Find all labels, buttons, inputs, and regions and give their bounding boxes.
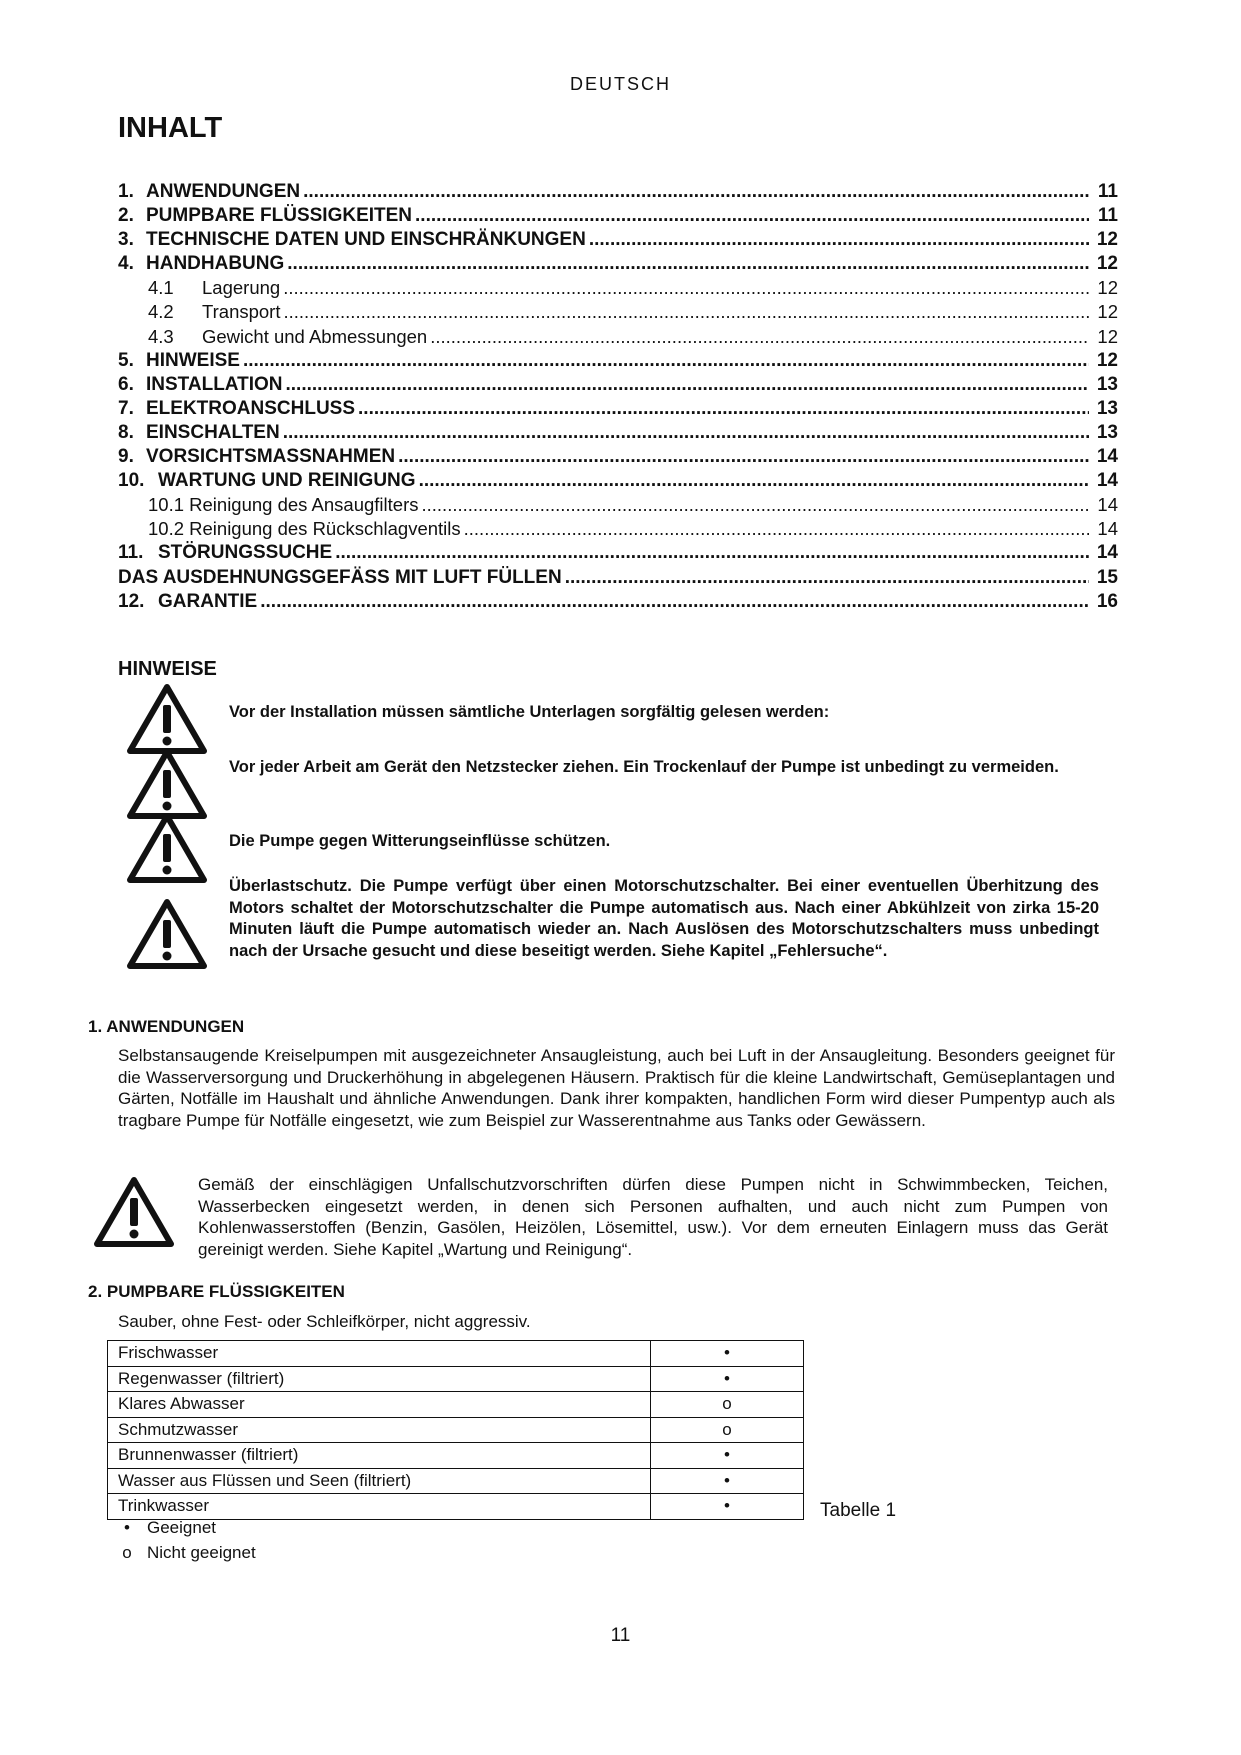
toc-entry[interactable]: 5. HINWEISE ..... 12 xyxy=(118,349,1118,373)
table-caption: Tabelle 1 xyxy=(820,1500,897,1521)
liquid-cell: Regenwasser (filtriert) xyxy=(108,1366,651,1392)
toc-subentry[interactable]: 4.2 Transport ..... 12 xyxy=(118,300,1118,324)
toc-entry-page: 12 xyxy=(1097,325,1118,347)
toc-entry-page: 11 xyxy=(1097,181,1118,202)
toc-entry-page: 14 xyxy=(1096,446,1118,468)
toc-entry-page: 14 xyxy=(1097,518,1118,540)
toc-entry[interactable]: 10. WARTUNG UND REINIGUNG ..... 14 xyxy=(118,469,1118,493)
toc-subentry[interactable] xyxy=(118,517,1118,541)
table-row xyxy=(108,1494,804,1520)
toc-entry-label: GARANTIE xyxy=(158,590,258,612)
suitability-cell: o xyxy=(651,1392,804,1418)
toc-entry[interactable]: 2. PUMPBARE FLÜSSIGKEITEN ..... 11 xyxy=(118,204,1118,228)
table-row xyxy=(108,1417,804,1443)
suitability-cell: • xyxy=(651,1468,804,1494)
toc-entry-label: Transport xyxy=(202,301,281,323)
toc-entry-label: HANDHABUNG xyxy=(146,253,285,275)
suitability-cell: • xyxy=(651,1366,804,1392)
toc-entry-page: 13 xyxy=(1096,397,1118,419)
table-row xyxy=(108,1366,804,1392)
toc-entry-label: ANWENDUNGEN xyxy=(146,181,301,202)
liquids-table xyxy=(107,1340,804,1520)
warning-triangle-icon xyxy=(93,1176,175,1248)
suitability-cell: • xyxy=(651,1341,804,1367)
toc-entry[interactable]: 9. VORSICHTSMASSNAHMEN ..... 14 xyxy=(118,445,1118,469)
warning-text: Die Pumpe gegen Witterungseinflüsse schützen. xyxy=(229,832,611,850)
legend-symbol: • xyxy=(124,1518,130,1537)
toc-entry-page: 14 xyxy=(1097,494,1118,516)
legend-label: Geeignet xyxy=(147,1518,216,1537)
toc-entry-label: PUMPBARE FLÜSSIGKEITEN xyxy=(146,205,413,227)
liquid-cell: Trinkwasser xyxy=(108,1494,651,1520)
legend-symbol: o xyxy=(122,1543,132,1562)
toc-entry-page: 13 xyxy=(1096,373,1118,395)
toc-entry-page: 12 xyxy=(1096,229,1118,251)
table-of-contents xyxy=(118,180,1118,614)
toc-entry-label: ELEKTROANSCHLUSS xyxy=(146,397,356,419)
page-number: 11 xyxy=(610,1625,631,1646)
toc-entry[interactable]: 6. INSTALLATION ..... 13 xyxy=(118,373,1118,397)
legend-item xyxy=(107,1543,256,1563)
section-paragraph: Selbstansaugende Kreiselpumpen mit ausgezeichneter Ansaugleistung, auch bei Luft in der Ansaugleitung. Besonders geeignet für die Wasserversorgung und Druckerhöhung in abgelegenen Häusern. Praktisch für die kleine Landwirtschaft, Gemüseplantagen und Gärten, Notfälle im Haushalt und ähnliche Anwendungen. Dank ihrer kompakten, handlichen Form wird dieser Pumpentyp auch als tragbare Pumpe für Notfälle eingesetzt, wie zum Beispiel zur Wasserentnahme aus Tanks oder Gewässern. xyxy=(118,1046,1115,1131)
toc-entry-label: 10.2 Reinigung des Rückschlagventils xyxy=(148,518,461,540)
table-row xyxy=(108,1341,804,1367)
toc-entry-label: TECHNISCHE DATEN UND EINSCHRÄNKUNGEN xyxy=(146,229,586,251)
toc-entry-label: VORSICHTSMASSNAHMEN xyxy=(146,446,396,468)
toc-entry[interactable]: 11. STÖRUNGSSUCHE ..... 14 xyxy=(118,541,1118,565)
legend-label: Nicht geeignet xyxy=(147,1543,256,1562)
toc-title: INHALT xyxy=(118,112,223,144)
warning-text: Vor der Installation müssen sämtliche Unterlagen sorgfältig gelesen werden: xyxy=(229,703,830,721)
warning-text: Überlastschutz. Die Pumpe verfügt über einen Motorschutzschalter. Bei einer eventuellen Überhitzung des Motors schaltet der Motorschutzschalter die Pumpe automatisch aus. Nach einer Abkühlzeit von zirka 15-20 Minuten läuft die Pumpe automatisch wieder an. Nach Auslösen des Motorschutzschalters muss unbedingt nach der Ursache gesucht und diese beseitigt werden. Siehe Kapitel „Fehlersuche“. xyxy=(229,877,1099,960)
suitability-cell: • xyxy=(651,1443,804,1469)
toc-entry-label: Lagerung xyxy=(202,277,281,299)
section-heading: 2. PUMPBARE FLÜSSIGKEITEN xyxy=(88,1282,345,1301)
toc-entry-label: EINSCHALTEN xyxy=(146,421,280,443)
toc-entry[interactable]: 12. GARANTIE ..... 16 xyxy=(118,590,1118,614)
toc-entry-page: 11 xyxy=(1097,205,1118,227)
toc-entry[interactable] xyxy=(118,566,1118,590)
liquid-cell: Wasser aus Flüssen und Seen (filtriert) xyxy=(108,1468,651,1494)
warning-triangle-icon xyxy=(126,898,208,970)
toc-entry-page: 12 xyxy=(1096,349,1118,371)
toc-entry[interactable]: 8. EINSCHALTEN ..... 13 xyxy=(118,421,1118,445)
toc-entry-label: 10.1 Reinigung des Ansaugfilters xyxy=(148,494,419,516)
document-language-header: DEUTSCH xyxy=(569,74,671,94)
toc-entry[interactable]: 1. ANWENDUNGEN ..... 11 xyxy=(118,180,1118,204)
toc-entry-page: 15 xyxy=(1096,566,1118,588)
toc-entry-label: WARTUNG UND REINIGUNG xyxy=(158,470,416,492)
toc-entry-label: STÖRUNGSSUCHE xyxy=(158,542,333,564)
liquid-cell: Klares Abwasser xyxy=(108,1392,651,1418)
toc-entry-page: 12 xyxy=(1096,253,1118,275)
toc-entry-label: HINWEISE xyxy=(146,349,240,371)
liquid-cell: Frischwasser xyxy=(108,1341,651,1367)
toc-entry-label: INSTALLATION xyxy=(146,373,283,395)
warning-text: Vor jeder Arbeit am Gerät den Netzstecker ziehen. Ein Trockenlauf der Pumpe ist unbedingt zu vermeiden. xyxy=(229,758,1059,776)
toc-entry[interactable]: 4. HANDHABUNG ..... 12 xyxy=(118,252,1118,276)
toc-entry-page: 14 xyxy=(1096,542,1118,564)
section-heading: 1. ANWENDUNGEN xyxy=(88,1017,245,1036)
warning-triangle-icon xyxy=(126,683,208,755)
toc-subentry[interactable] xyxy=(118,493,1118,517)
toc-entry-page: 12 xyxy=(1097,277,1118,299)
suitability-cell: o xyxy=(651,1417,804,1443)
section-intro: Sauber, ohne Fest- oder Schleifkörper, nicht aggressiv. xyxy=(118,1312,531,1331)
toc-entry[interactable]: 7. ELEKTROANSCHLUSS ..... 13 xyxy=(118,397,1118,421)
hinweise-heading: HINWEISE xyxy=(118,658,217,680)
toc-subentry[interactable]: 4.1 Lagerung ..... 12 xyxy=(118,276,1118,300)
toc-subentry[interactable]: 4.3 Gewicht und Abmessungen ..... 12 xyxy=(118,325,1118,349)
toc-entry-page: 13 xyxy=(1096,421,1118,443)
table-row xyxy=(108,1468,804,1494)
toc-entry-page: 16 xyxy=(1096,590,1118,612)
toc-entry-label: Gewicht und Abmessungen xyxy=(202,325,428,347)
toc-entry[interactable]: 3. TECHNISCHE DATEN UND EINSCHRÄNKUNGEN ..... 12 xyxy=(118,228,1118,252)
table-row xyxy=(108,1443,804,1469)
warning-triangle-icon xyxy=(126,748,208,820)
warning-paragraph: Gemäß der einschlägigen Unfallschutzvorschriften dürfen diese Pumpen nicht in Schwimmbecken, Teichen, Wasserbecken eingesetzt werden, in denen sich Personen aufhalten, und auch nicht zum Pumpen von Kohlenwasserstoffen (Benzin, Gasölen, Heizölen, Lösemittel, usw.). Vor dem erneuten Einlagern muss das Gerät gereinigt werden. Siehe Kapitel „Wartung und Reinigung“. xyxy=(198,1175,1108,1260)
table-row xyxy=(108,1392,804,1418)
warning-triangle-icon xyxy=(126,812,208,884)
legend-item xyxy=(107,1518,216,1538)
liquid-cell: Brunnenwasser (filtriert) xyxy=(108,1443,651,1469)
toc-entry-page: 14 xyxy=(1096,470,1118,492)
toc-entry-page: 12 xyxy=(1097,301,1118,323)
toc-entry-label: DAS AUSDEHNUNGSGEFÄSS MIT LUFT FÜLLEN xyxy=(118,566,562,588)
suitability-cell: • xyxy=(651,1494,804,1520)
liquid-cell: Schmutzwasser xyxy=(108,1417,651,1443)
